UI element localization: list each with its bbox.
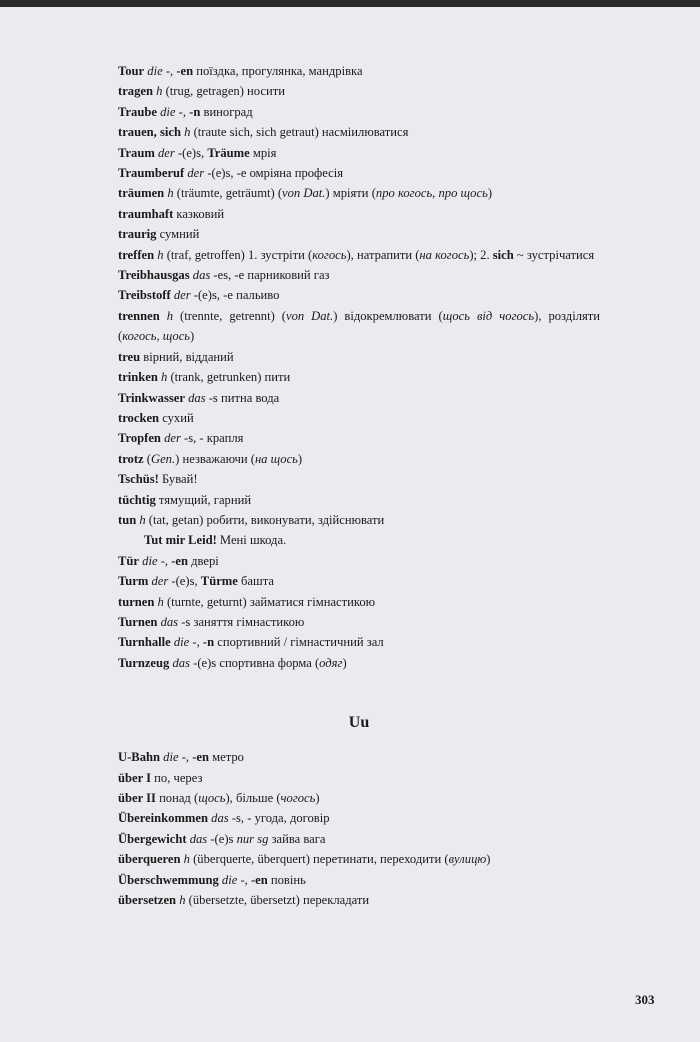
- entry-text: -,: [175, 104, 190, 119]
- dictionary-entry: [118, 285, 600, 305]
- headword: überqueren: [118, 852, 181, 867]
- dictionary-entry: [118, 808, 600, 828]
- entry-text: h: [164, 186, 174, 201]
- dictionary-entry: [118, 653, 600, 673]
- headword: Tour: [118, 64, 145, 78]
- entry-text: die: [139, 553, 158, 568]
- entry-text: h: [180, 852, 190, 867]
- entry-text: h: [154, 247, 164, 262]
- headword: Turnzeug: [118, 655, 170, 670]
- dictionary-entry: [118, 890, 600, 910]
- entry-text: ): [315, 791, 320, 805]
- entry-text: die: [170, 635, 190, 650]
- headword: treu: [118, 349, 141, 364]
- entry-text: -n: [202, 635, 215, 650]
- dictionary-entry: [118, 367, 600, 387]
- entry-text: понад (: [155, 791, 199, 805]
- headword: Tropfen: [118, 431, 161, 446]
- entry-text: Бувай!: [158, 472, 198, 487]
- entry-text: про когось, про щось: [375, 186, 488, 201]
- entry-text: ): [487, 186, 493, 201]
- headword: Übergewicht: [118, 831, 187, 846]
- entry-text: -s питна вода: [205, 390, 280, 405]
- entry-text: -en: [250, 872, 268, 887]
- entry-text: -s заняття гімнастикою: [178, 614, 305, 629]
- entry-text: h: [136, 512, 146, 527]
- entry-text: der: [148, 574, 169, 589]
- entry-text: der: [160, 431, 181, 446]
- entry-text: die: [160, 750, 179, 765]
- entry-text: der: [170, 288, 191, 303]
- dictionary-entry: [118, 747, 600, 767]
- section-u-heading: Uu: [348, 714, 370, 732]
- entry-text: (: [143, 451, 151, 466]
- entry-text: -,: [162, 64, 177, 78]
- entry-text: (traf, getroffen) 1. зустріти (: [163, 247, 313, 262]
- entry-text: тямущий, гарний: [155, 492, 252, 507]
- dictionary-entry: [118, 428, 600, 448]
- dictionary-entry: [118, 245, 600, 265]
- entry-text: ) незважаючи (: [175, 451, 255, 466]
- entry-text: двері: [187, 553, 219, 568]
- headword: Traumberuf: [118, 166, 185, 181]
- entry-text: der: [184, 166, 205, 181]
- dictionary-entry: [118, 829, 600, 849]
- entry-text: -(e)s спортивна форма (: [189, 655, 320, 670]
- headword: übersetzen: [118, 893, 177, 908]
- entry-text: Türme: [200, 574, 238, 589]
- entry-text: мрія: [249, 145, 277, 160]
- entry-text: спортивний / гімнастичний зал: [214, 635, 384, 650]
- entry-text: Gen.: [150, 451, 176, 466]
- entry-text: -s, - крапля: [180, 431, 244, 446]
- entry-text: вулицю: [448, 852, 487, 867]
- headword: Tschüs!: [118, 472, 159, 487]
- entry-text: щось від чогось: [442, 308, 535, 323]
- headword: trauen, sich: [118, 125, 181, 140]
- headword: U-Bahn: [118, 750, 160, 765]
- entry-text: -s, - угода, договір: [228, 811, 330, 826]
- dictionary-entry: [118, 510, 600, 530]
- entry-text: ): [342, 655, 347, 670]
- dictionary-entry: [118, 469, 600, 489]
- entry-text: (trank, getrunken) пити: [167, 370, 291, 385]
- headword: trotz: [118, 451, 144, 466]
- entry-text: зайва вага: [268, 831, 326, 846]
- entry-text: -en: [171, 553, 188, 568]
- entry-text: das: [208, 811, 229, 826]
- dictionary-entry: [118, 870, 600, 890]
- entry-text: по, через: [151, 770, 203, 785]
- entry-text: Träume: [207, 145, 250, 160]
- dictionary-entry: [118, 347, 600, 367]
- entry-text: h: [180, 125, 191, 140]
- entry-text: -(e)s,: [168, 574, 201, 589]
- entry-text: сумний: [156, 227, 200, 242]
- headword: Übereinkommen: [118, 811, 209, 826]
- entry-text: ), розділяти (: [118, 308, 601, 344]
- entry-text: das: [184, 390, 206, 405]
- dictionary-entry: [118, 632, 600, 652]
- headword: Traube: [118, 104, 157, 119]
- entry-text: ); 2.: [469, 247, 493, 262]
- dictionary-column: [118, 61, 600, 910]
- headword: Turnen: [118, 614, 158, 629]
- dictionary-entry: [118, 551, 600, 571]
- dictionary-entry: [118, 408, 600, 428]
- dictionary-entry: [118, 143, 600, 163]
- entry-text: -n: [189, 104, 201, 119]
- entry-text: von Dat.: [282, 186, 326, 201]
- entry-text: -,: [178, 750, 193, 765]
- dictionary-entry: [118, 530, 600, 550]
- dictionary-entry: [118, 183, 600, 203]
- entry-text: das: [169, 655, 190, 670]
- headword: Traum: [118, 145, 155, 160]
- entry-text: одяг: [319, 655, 343, 670]
- entry-text: -,: [237, 872, 251, 887]
- entry-text: die: [144, 64, 163, 78]
- section-t-entries: [118, 61, 600, 673]
- headword: über II: [118, 791, 156, 805]
- entry-text: ): [190, 329, 195, 344]
- headword: Trinkwasser: [118, 390, 185, 405]
- entry-text: ): [297, 451, 303, 466]
- dictionary-entry: [118, 788, 600, 808]
- entry-text: метро: [208, 750, 244, 765]
- dictionary-entry: [118, 449, 600, 469]
- entry-text: -(e)s, -e пальиво: [190, 288, 280, 303]
- entry-text: ) мріяти (: [325, 186, 376, 201]
- headword: Tut mir Leid!: [144, 533, 217, 548]
- dictionary-entry: [118, 571, 600, 591]
- section-u-entries: [118, 747, 600, 910]
- headword: turnen: [118, 594, 155, 609]
- headword: tüchtig: [118, 492, 156, 507]
- headword: über I: [118, 770, 152, 785]
- entry-text: на когось: [419, 247, 470, 262]
- headword: träumen: [118, 186, 165, 201]
- headword: Treibstoff: [118, 288, 171, 303]
- entry-text: die: [156, 104, 176, 119]
- entry-text: h: [176, 893, 186, 908]
- entry-text: сухий: [159, 410, 194, 425]
- headword: trinken: [118, 370, 158, 385]
- dictionary-entry: [118, 102, 600, 122]
- dictionary-entry: [118, 592, 600, 612]
- entry-text: (übersetzte, übersetzt) перекладати: [185, 893, 370, 908]
- entry-text: h: [157, 370, 168, 385]
- dictionary-entry: [118, 224, 600, 244]
- entry-text: виноград: [200, 104, 253, 119]
- entry-text: (turnte, geturnt) займатися гімнастикою: [163, 594, 376, 609]
- dictionary-entry: [118, 61, 600, 81]
- entry-text: (träumte, geträumt) (: [173, 186, 283, 201]
- headword: Turm: [118, 574, 149, 589]
- entry-text: -(e)s: [207, 831, 237, 846]
- entry-text: -en: [176, 64, 194, 78]
- entry-text: h: [152, 84, 163, 99]
- section-gap: [118, 673, 600, 713]
- entry-text: ) відокремлювати (: [333, 308, 443, 323]
- entry-text: -es, -e парниковий газ: [210, 268, 330, 283]
- entry-text: -(e)s,: [174, 145, 208, 160]
- entry-text: когось: [312, 247, 347, 262]
- entry-text: чогось: [280, 791, 316, 805]
- entry-text: (überquerte, überquert) перетинати, переходити (: [189, 852, 449, 867]
- entry-text: когось, щось: [122, 329, 191, 344]
- headword: Treibhausgas: [118, 268, 190, 283]
- entry-text: башта: [237, 574, 274, 589]
- headword: traumhaft: [118, 206, 174, 221]
- entry-text: sich: [492, 247, 514, 262]
- dictionary-entry: [118, 163, 600, 183]
- headword: treffen: [118, 247, 155, 262]
- entry-text: Мені шкода.: [216, 533, 287, 548]
- entry-text: (tat, getan) робити, виконувати, здійснювати: [145, 512, 385, 527]
- entry-text: die: [218, 872, 238, 887]
- entry-text: -,: [157, 553, 172, 568]
- headword: tun: [118, 512, 137, 527]
- dictionary-entry: [118, 768, 600, 788]
- entry-text: der: [154, 145, 175, 160]
- entry-text: h: [154, 594, 164, 609]
- entry-text: поїздка, прогулянка, мандрівка: [193, 64, 363, 78]
- headword: traurig: [118, 227, 157, 242]
- dictionary-entry: [118, 612, 600, 632]
- dictionary-entry: [118, 306, 600, 347]
- entry-text: -en: [192, 750, 209, 765]
- entry-text: nur sg: [236, 831, 269, 846]
- entry-text: das: [157, 614, 179, 629]
- entry-text: ), більше (: [225, 791, 281, 805]
- page-number: 303: [635, 992, 655, 1007]
- entry-text: (traute sich, sich getraut) насміилюватися: [190, 125, 409, 140]
- entry-text: -(e)s, -e омріяна професія: [204, 166, 343, 181]
- entry-text: повінь: [267, 872, 306, 887]
- headword: Tür: [118, 553, 139, 568]
- entry-text: щось: [198, 791, 226, 805]
- dictionary-entry: [118, 122, 600, 142]
- entry-text: ): [486, 852, 491, 867]
- entry-text: h: [159, 308, 174, 323]
- dictionary-entry: [118, 388, 600, 408]
- dictionary-entry: [118, 265, 600, 285]
- headword: Überschwemmung: [118, 872, 219, 887]
- headword: trocken: [118, 410, 160, 425]
- headword: Turnhalle: [118, 635, 171, 650]
- entry-text: das: [186, 831, 208, 846]
- dictionary-entry: [118, 849, 600, 869]
- entry-text: (trennte, getrennt) (: [173, 308, 286, 323]
- dictionary-entry: [118, 204, 600, 224]
- entry-text: das: [189, 268, 211, 283]
- headword: trennen: [118, 308, 160, 323]
- dictionary-entry: [118, 81, 600, 101]
- entry-text: на щось: [254, 451, 298, 466]
- headword: tragen: [118, 84, 153, 99]
- entry-text: казковий: [173, 206, 225, 221]
- entry-text: (trug, getragen) носити: [162, 84, 285, 99]
- entry-text: вірний, відданий: [140, 349, 234, 364]
- entry-text: ), натрапити (: [346, 247, 420, 262]
- entry-text: von Dat.: [285, 308, 334, 323]
- entry-text: -,: [189, 635, 203, 650]
- dictionary-entry: [118, 490, 600, 510]
- entry-text: ~ зустрічатися: [513, 247, 595, 262]
